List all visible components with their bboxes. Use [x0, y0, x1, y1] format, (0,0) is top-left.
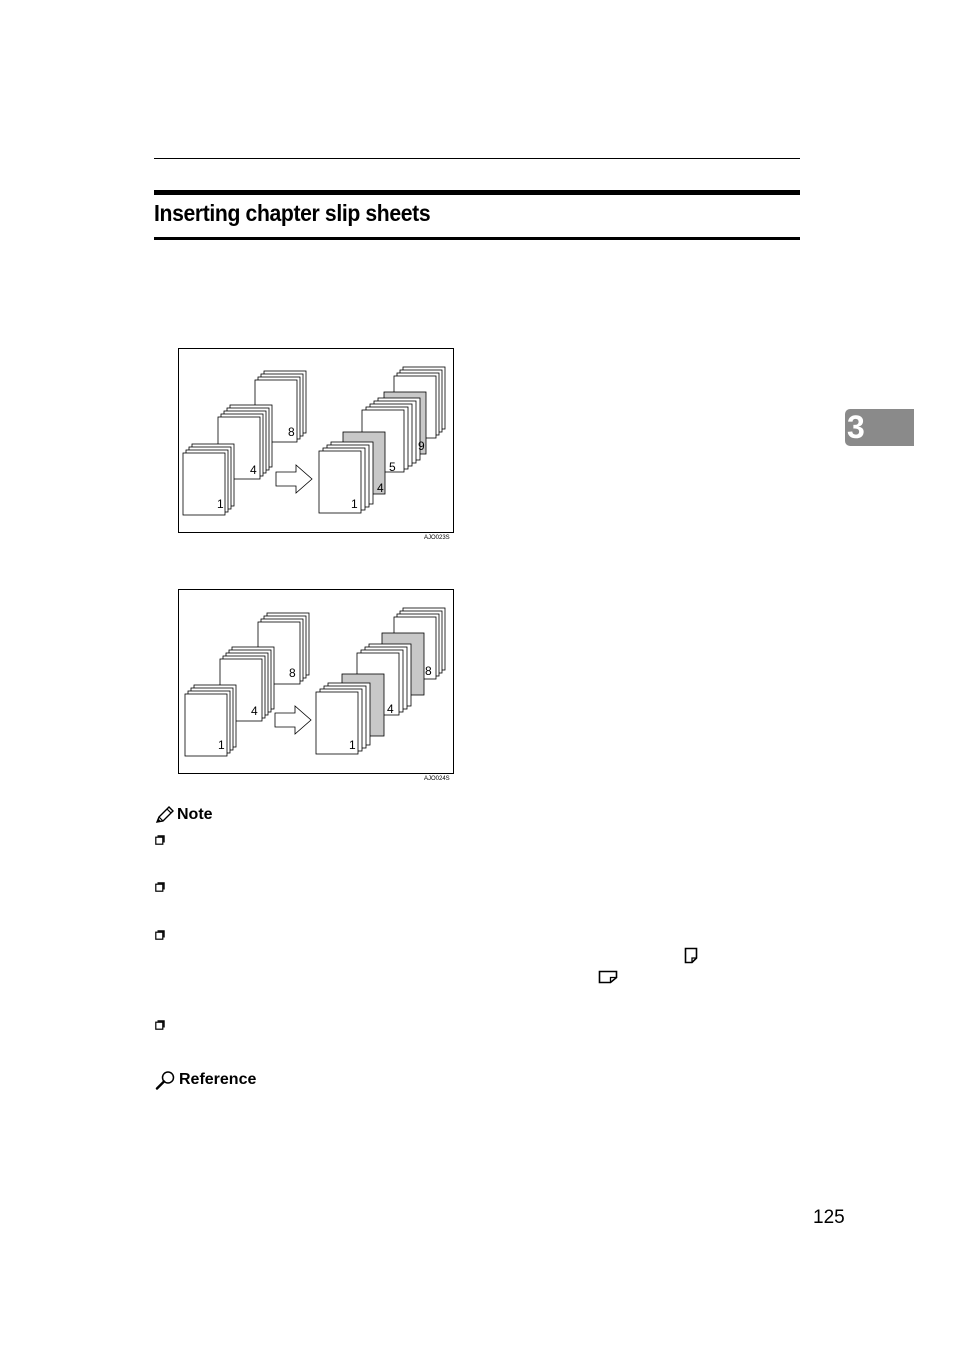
reference-heading [155, 1070, 256, 1090]
chapter-tab [845, 409, 914, 446]
note-heading-label: Note [177, 806, 213, 823]
figure-chapter-slip-front [178, 348, 454, 533]
figure-2-right-label-8: 8 [425, 664, 432, 678]
checkbox-bullet-icon [155, 1020, 165, 1030]
pencil-icon [155, 806, 175, 824]
figure-2-left-label-1: 1 [218, 738, 225, 752]
figure-2-right-label-4: 4 [387, 702, 394, 716]
figure-2-right-label-1: 1 [349, 738, 356, 752]
portrait-paper-icon [684, 947, 698, 964]
figure-chapter-slip-back [178, 589, 454, 774]
figure-1-right-label-5: 5 [389, 460, 396, 474]
section-rule-under [154, 237, 800, 240]
figure-1-right-label-1: 1 [351, 497, 358, 511]
figure-1-right-label-9: 9 [418, 439, 425, 453]
figure-2-left-label-8: 8 [289, 666, 296, 680]
figure-1-left-label-4: 4 [250, 463, 257, 477]
page-number: 125 [813, 1207, 845, 1228]
checkbox-bullet-icon [155, 882, 165, 892]
figure-1-right-label-4: 4 [377, 481, 384, 495]
reference-heading-label: Reference [179, 1071, 257, 1088]
figure-1-left-label-1: 1 [217, 497, 224, 511]
checkbox-bullet-icon [155, 930, 165, 940]
chapter-number: 3 [847, 409, 865, 445]
note-heading [155, 806, 213, 824]
figure-2-left-label-4: 4 [251, 704, 258, 718]
checkbox-bullet-icon [155, 835, 165, 845]
figure-2-code: AJO024S [424, 776, 450, 782]
magnifier-icon [155, 1070, 177, 1090]
landscape-paper-icon [598, 970, 618, 984]
figure-1-code: AJO023S [424, 535, 450, 541]
section-title: Inserting chapter slip sheets [154, 200, 431, 226]
section-rule-thick [154, 190, 800, 195]
figure-1-left-label-8: 8 [288, 425, 295, 439]
top-rule [154, 158, 800, 159]
